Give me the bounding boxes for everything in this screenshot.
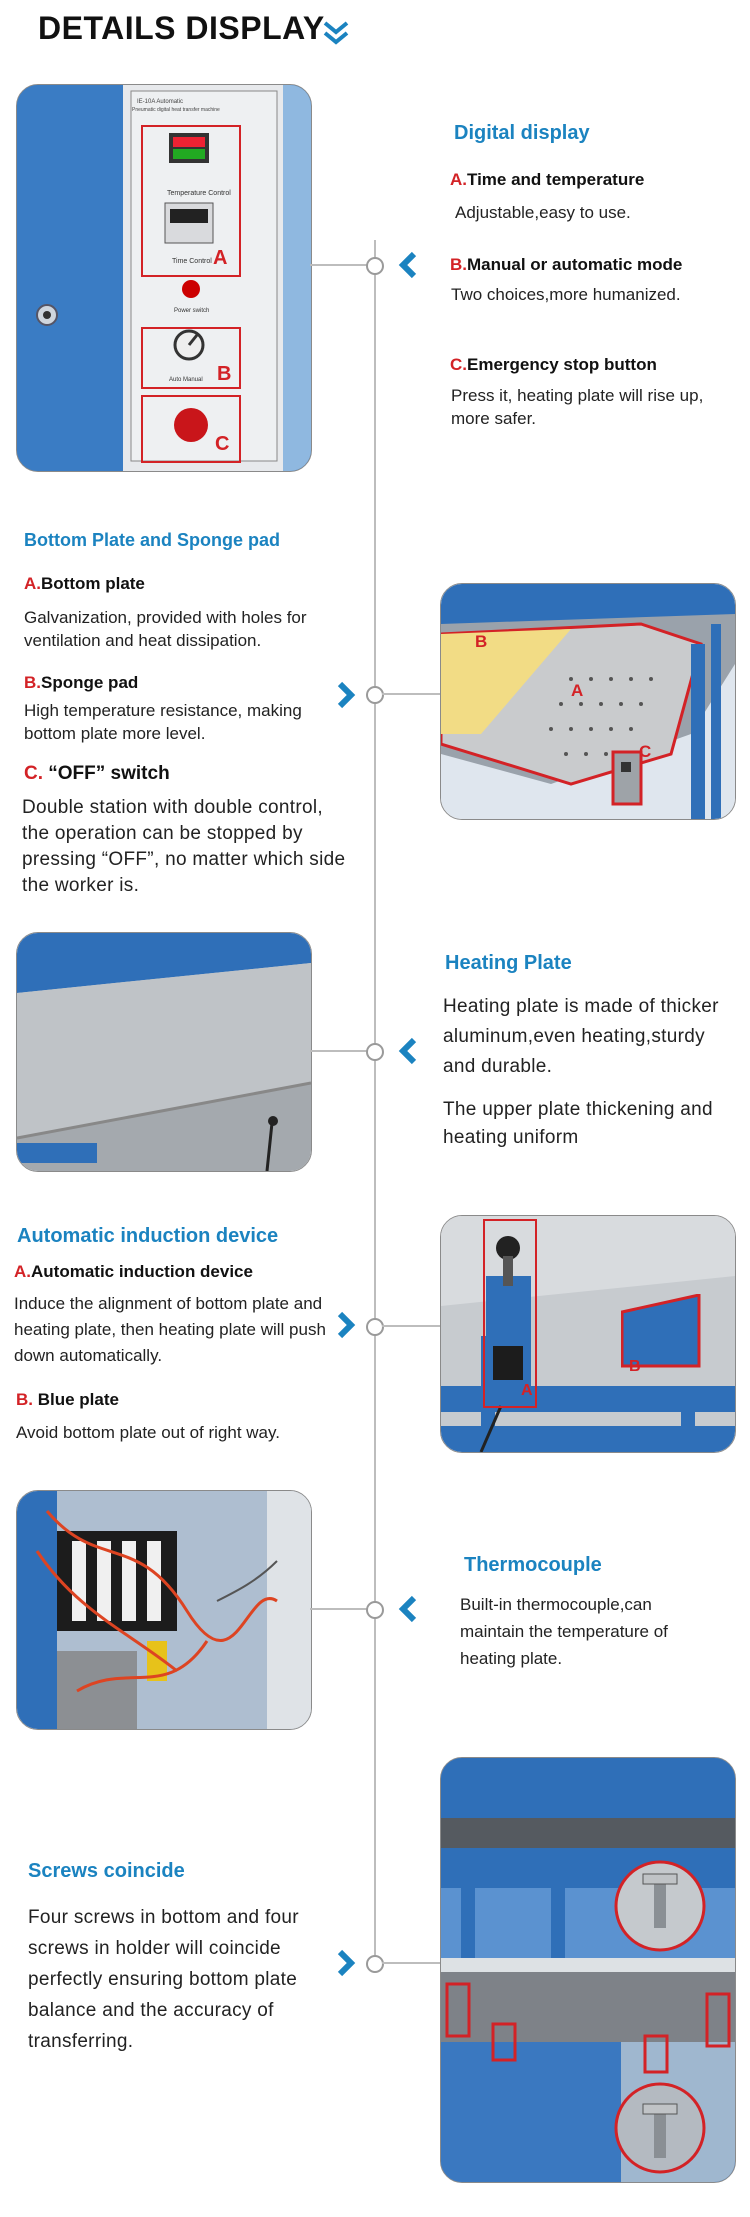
highlight-box-b — [621, 1294, 699, 1366]
highlight-box-a — [483, 1219, 537, 1408]
timeline-node — [366, 1043, 384, 1061]
marker-c: C — [215, 433, 230, 455]
page-title: DETAILS DISPLAY — [38, 10, 325, 46]
connector-line — [310, 1608, 374, 1610]
connector-line — [310, 264, 374, 266]
marker-b: B — [475, 632, 488, 651]
timeline-node — [366, 257, 384, 275]
panel-power-label: Power switch — [174, 308, 210, 314]
marker-c: C — [639, 742, 652, 761]
section-title-induction: Automatic induction device — [17, 1225, 279, 1247]
item-title: A.Bottom plate — [24, 574, 145, 593]
thermocouple-desc: Built-in thermocouple,can maintain the temperature of heating plate. — [460, 1595, 668, 1668]
chevron-right-icon — [330, 1310, 360, 1340]
heating-plate-photo — [16, 932, 312, 1172]
marker-a: A — [213, 247, 228, 269]
heating-plate-desc-2: The upper plate thickening and heating uniform — [443, 1099, 713, 1148]
heating-plate-desc: Heating plate is made of thicker aluminum,even heating,sturdy and durable. — [443, 996, 719, 1077]
marker-b: B — [629, 1358, 641, 1375]
timeline-node — [366, 1955, 384, 1973]
panel-time-label: Time Control — [172, 258, 212, 265]
control-panel-photo — [16, 84, 312, 472]
connector-line — [310, 1050, 374, 1052]
connector-line — [382, 693, 440, 695]
double-chevron-down-icon — [322, 20, 350, 46]
section-title-heating-plate: Heating Plate — [445, 952, 572, 974]
item-title: B.Manual or automatic mode — [450, 255, 683, 274]
marker-a: A — [521, 1382, 533, 1399]
chevron-left-icon — [394, 1036, 424, 1066]
timeline-line — [374, 240, 376, 1962]
item-desc: Two choices,more humanized. — [451, 285, 681, 304]
item-desc: Induce the alignment of bottom plate and heating plate, then heating plate will push down automatically. — [14, 1294, 326, 1365]
item-title: B. Blue plate — [16, 1390, 119, 1409]
section-title-thermocouple: Thermocouple — [464, 1554, 602, 1576]
section-title-bottom-plate: Bottom Plate and Sponge pad — [24, 530, 281, 550]
induction-device-photo — [440, 1215, 736, 1453]
item-title: A.Automatic induction device — [14, 1262, 253, 1281]
bottom-plate-photo — [440, 583, 736, 820]
item-desc: Double station with double control, the operation can be stopped by pressing “OFF”, no matter which side the worker is. — [22, 797, 346, 896]
section-title-screws: Screws coincide — [28, 1860, 185, 1882]
item-desc: Avoid bottom plate out of right way. — [16, 1423, 280, 1442]
item-desc: Press it, heating plate will rise up, more safer. — [451, 386, 704, 428]
timeline-node — [366, 686, 384, 704]
item-title: C.Emergency stop button — [450, 355, 657, 374]
item-title: B.Sponge pad — [24, 673, 139, 692]
marker-a: A — [571, 681, 584, 700]
chevron-right-icon — [330, 1948, 360, 1978]
screws-photo — [440, 1757, 736, 2183]
panel-temp-label: Temperature Control — [167, 190, 231, 197]
chevron-left-icon — [394, 1594, 424, 1624]
timeline-node — [366, 1601, 384, 1619]
marker-b: B — [217, 363, 232, 385]
timeline-node — [366, 1318, 384, 1336]
section-title-digital-display: Digital display — [454, 122, 590, 144]
item-desc: High temperature resistance, making bottom plate more level. — [24, 701, 302, 743]
item-title: C. “OFF” switch — [24, 763, 170, 784]
chevron-right-icon — [330, 680, 360, 710]
item-desc: Galvanization, provided with holes for ventilation and heat dissipation. — [24, 608, 307, 650]
screws-desc: Four screws in bottom and four screws in holder will coincide perfectly ensuring bottom plate balance and the accuracy of transferring. — [28, 1907, 299, 2052]
panel-mode-label: Auto Manual — [169, 377, 203, 383]
connector-line — [382, 1962, 440, 1964]
connector-line — [382, 1325, 440, 1327]
chevron-left-icon — [394, 250, 424, 280]
item-desc: Adjustable,easy to use. — [455, 203, 631, 222]
item-title: A.Time and temperature — [450, 170, 645, 189]
panel-subtitle-label: Pneumatic digital heat transfer machine — [132, 107, 220, 113]
thermocouple-photo — [16, 1490, 312, 1730]
panel-model-label: IE-10A Automatic — [137, 99, 184, 105]
